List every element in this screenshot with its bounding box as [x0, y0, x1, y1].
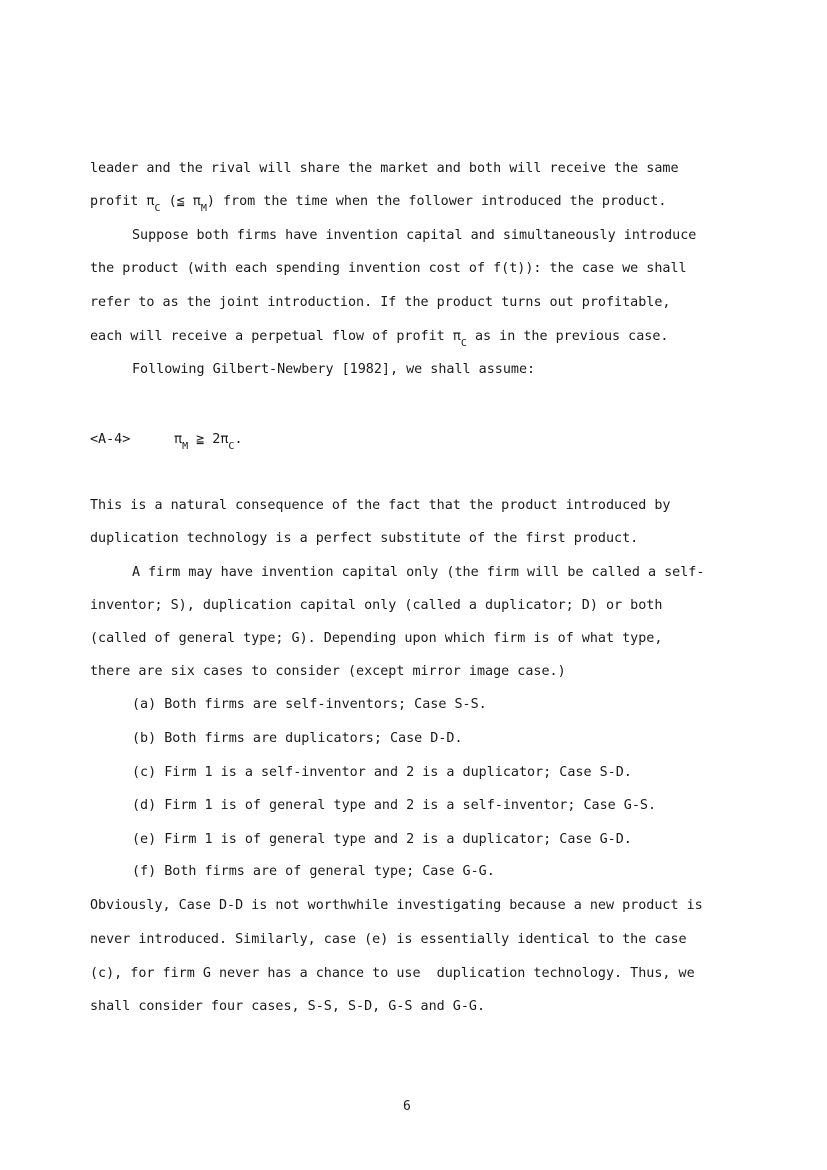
text-line: duplication technology is a perfect substitute of the first product.	[90, 531, 639, 546]
text-line: (called of general type; G). Depending upon which firm is of what type,	[90, 631, 663, 646]
text-line: leader and the rival will share the market and both will receive the same	[90, 161, 679, 176]
text-line: refer to as the joint introduction. If the product turns out profitable,	[90, 295, 671, 310]
text-line: This is a natural consequence of the fact that the product introduced by	[90, 498, 671, 513]
case-item: (c) Firm 1 is a self-inventor and 2 is a duplicator; Case S-D.	[132, 765, 632, 780]
text-line: shall consider four cases, S-S, S-D, G-S and G-G.	[90, 999, 486, 1014]
case-item: (b) Both firms are duplicators; Case D-D.	[132, 731, 463, 746]
text-line: each will receive a perpetual flow of profit $\pi_C$ as in the previous case.	[90, 329, 669, 349]
page-number: 6	[403, 1099, 411, 1114]
equation-label: <A-4>	[90, 432, 131, 447]
text-line: A firm may have invention capital only (the firm will be called a self-	[132, 565, 705, 580]
text-line: inventor; S), duplication capital only (called a duplicator; D) or both	[90, 598, 663, 613]
text-line: Suppose both firms have invention capital and simultaneously introduce	[132, 228, 697, 243]
text-line: (c), for firm G never has a chance to use duplication technology. Thus, we	[90, 966, 695, 981]
text-line: Following Gilbert-Newbery [1982], we shall assume:	[132, 362, 536, 377]
text-line: profit $\pi_C$ (≦ $\pi_M$) from the time when the follower introduced the product.	[90, 194, 667, 214]
case-item: (a) Both firms are self-inventors; Case S-S.	[132, 697, 487, 712]
text-line: never introduced. Similarly, case (e) is essentially identical to the case	[90, 932, 687, 947]
case-item: (d) Firm 1 is of general type and 2 is a self-inventor; Case G-S.	[132, 798, 657, 813]
text-line: Obviously, Case D-D is not worthwhile investigating because a new product is	[90, 898, 703, 913]
case-item: (f) Both firms are of general type; Case G-G.	[132, 864, 495, 879]
text-line: there are six cases to consider (except mirror image case.)	[90, 664, 566, 679]
text-line: the product (with each spending invention cost of f(t)): the case we shall	[90, 261, 687, 276]
equation-a4: $<A-4> \pi_M$ ≧ $2\pi_C$.	[90, 432, 243, 452]
case-item: (e) Firm 1 is of general type and 2 is a duplicator; Case G-D.	[132, 832, 632, 847]
